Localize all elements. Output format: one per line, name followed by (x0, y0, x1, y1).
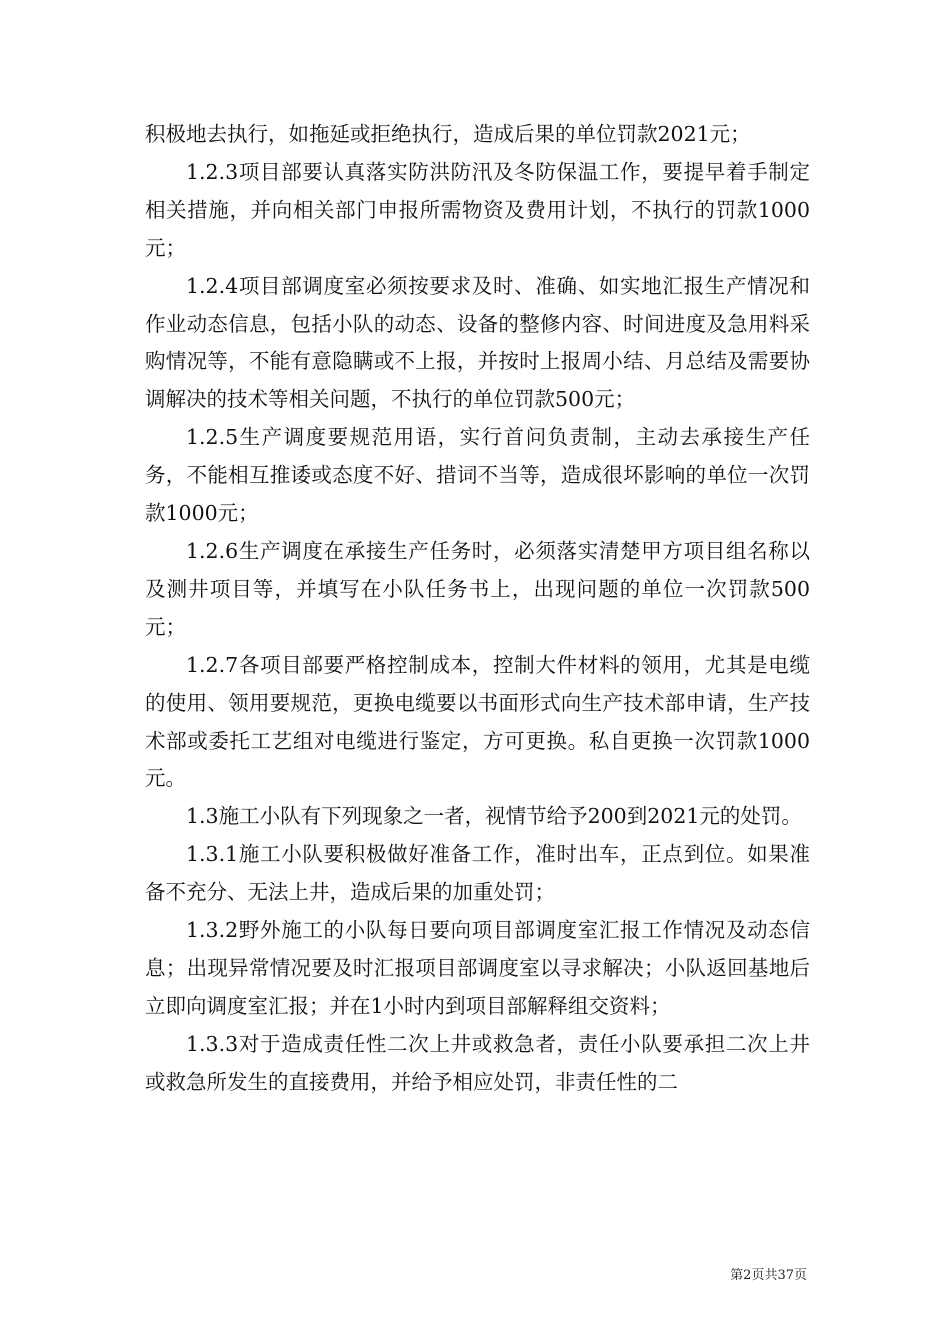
paragraph-1-3-1: 1.3.1施工小队要积极做好准备工作，准时出车，正点到位。如果准备不充分、无法上井，造成后果的加重处罚； (145, 842, 810, 905)
paragraph-1-3-3: 1.3.3对于造成责任性二次上井或救急者，责任小队要承担二次上井或救急所发生的直接费用，并给予相应处罚，非责任性的二 (145, 1031, 810, 1094)
paragraph-1-3-2: 1.3.2野外施工的小队每日要向项目部调度室汇报工作情况及动态信息；出现异常情况要及时汇报项目部调度室以寻求解决；小队返回基地后立即向调度室汇报；并在1小时内到项目部解释组交资料； (145, 918, 810, 1018)
paragraph-1-2-3: 1.2.3项目部要认真落实防洪防汛及冬防保温工作，要提早着手制定相关措施，并向相关部门申报所需物资及费用计划，不执行的罚款1000元； (145, 159, 810, 260)
document-body (145, 116, 810, 1102)
paragraph-1-2-6: 1.2.6生产调度在承接生产任务时，必须落实清楚甲方项目组名称以及测井项目等，并填写在小队任务书上，出现问题的单位一次罚款500元； (145, 538, 810, 639)
paragraph-1-2-4: 1.2.4项目部调度室必须按要求及时、准确、如实地汇报生产情况和作业动态信息，包括小队的动态、设备的整修内容、时间进度及急用料采购情况等，不能有意隐瞒或不上报，并按时上报周小结、月总结及需要协调解决的技术等相关问题，不执行的单位罚款500元； (145, 273, 810, 412)
paragraph-continuation: 积极地去执行，如拖延或拒绝执行，造成后果的单位罚款2021元； (145, 122, 751, 146)
paragraph-1-3: 1.3施工小队有下列现象之一者，视情节给予200到2021元的处罚。 (186, 804, 802, 829)
paragraph-1-2-5: 1.2.5生产调度要规范用语，实行首问负责制，主动去承接生产任务，不能相互推诿或态度不好、措词不当等，造成很坏影响的单位一次罚款1000元； (145, 425, 810, 526)
page-number-footer: 第2页共37页 (730, 1268, 807, 1283)
paragraph-1-2-7: 1.2.7各项目部要严格控制成本，控制大件材料的领用，尤其是电缆的使用、领用要规范，更换电缆要以书面形式向生产技术部申请，生产技术部或委托工艺组对电缆进行鉴定，方可更换。私自更换一次罚款1000元。 (145, 652, 810, 791)
